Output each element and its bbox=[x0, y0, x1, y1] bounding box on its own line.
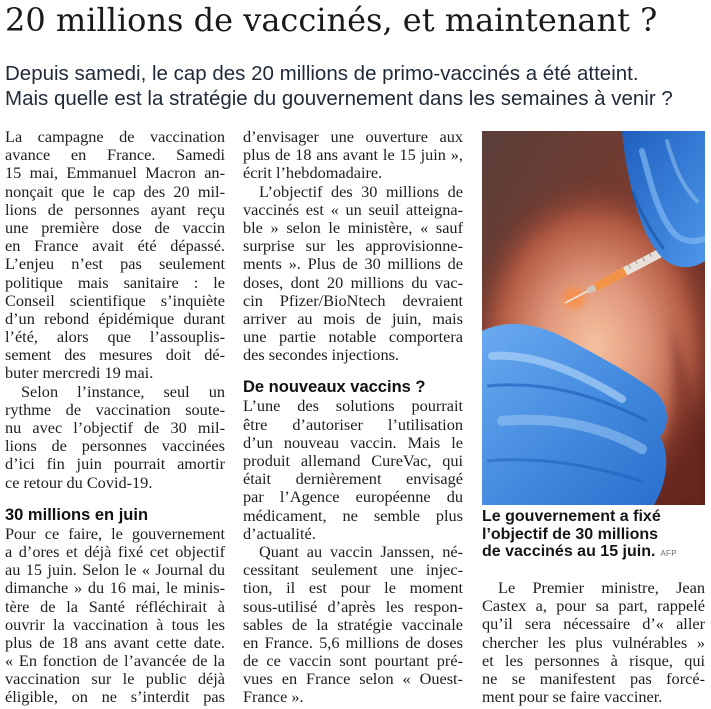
text-line: buter mercredi 19 mai. bbox=[5, 363, 154, 383]
text-line: de ce vaccin sont pourtant pré- bbox=[243, 651, 463, 671]
text-line: une première dose de vaccin bbox=[5, 217, 225, 237]
text-line: ne se manifestent pas forcé- bbox=[482, 668, 705, 688]
text-line: Pour ce faire, le gouvernement bbox=[5, 523, 225, 543]
text-line: plus de 18 ans avant cette date. bbox=[5, 632, 225, 652]
text-line: en France. 5,6 millions de doses bbox=[243, 632, 463, 652]
text-line: lions de personnes vaccinées bbox=[5, 436, 225, 456]
photo-caption bbox=[482, 508, 705, 563]
text-line: La campagne de vaccination bbox=[5, 127, 225, 146]
text-line: ble » selon le ministère, « sauf bbox=[243, 217, 463, 237]
text-line: éligible, on ne s’interdit pas bbox=[5, 687, 225, 707]
text-line: sables de la stratégie vaccinale bbox=[243, 614, 463, 634]
text-line: et les personnes à risque, qui bbox=[482, 650, 705, 670]
text-line: Selon l’instance, seul un bbox=[21, 381, 225, 401]
text-line: L’enjeu n’est pas seulement bbox=[5, 254, 225, 274]
text-line: L’objectif des 30 millions de bbox=[259, 181, 463, 201]
text-line: des secondes injections. bbox=[243, 345, 399, 365]
paragraph bbox=[243, 128, 463, 183]
standfirst-line: Mais quelle est la stratégie du gouvernement dans les semaines à venir ? bbox=[5, 87, 673, 110]
text-line: chercher les plus vulnérables » bbox=[482, 632, 705, 652]
standfirst-line: Depuis samedi, le cap des 20 millions de primo-vaccinés a été atteint. bbox=[5, 62, 639, 85]
text-line: L’une des solutions pourrait bbox=[243, 396, 463, 416]
paragraph bbox=[5, 128, 225, 383]
text-line: ce retour du Covid-19. bbox=[5, 472, 153, 492]
text-line: médicament, ne semble plus bbox=[243, 505, 463, 525]
text-line: vues en France selon « Ouest- bbox=[243, 669, 463, 689]
text-line: nu avec l’objectif de 30 mil- bbox=[5, 418, 225, 437]
text-line: cessitant seulement une injec- bbox=[243, 560, 463, 580]
column-3 bbox=[482, 579, 705, 706]
vaccination-photo bbox=[482, 131, 705, 505]
text-line: l’été, alors que l’assouplis- bbox=[5, 327, 225, 347]
text-line: plus de 18 ans avant le 15 juin », bbox=[243, 145, 463, 165]
text-line: par l’Agence européenne du bbox=[243, 487, 463, 507]
text-line: être d’autoriser l’utilisation bbox=[243, 414, 463, 434]
paragraph bbox=[5, 383, 225, 492]
text-line: Le Premier ministre, Jean bbox=[498, 578, 705, 597]
text-line: a d’ores et déjà fixé cet objectif bbox=[5, 541, 225, 561]
text-line: dimanche » du 16 mai, le minis- bbox=[5, 578, 225, 598]
text-line: d’ici fin juin pourrait amortir bbox=[5, 454, 225, 474]
text-line: France ». bbox=[243, 687, 304, 707]
text-line: écrit l’hebdomadaire. bbox=[243, 163, 383, 183]
text-line: était dernièrement envisagé bbox=[243, 469, 463, 489]
text-line: avance en France. Samedi bbox=[5, 145, 225, 165]
column-1 bbox=[5, 128, 225, 707]
paragraph bbox=[243, 543, 463, 707]
text-line: qu’il sera nécessaire d’« aller bbox=[482, 614, 705, 634]
text-line: Conseil scientifique s’inquiète bbox=[5, 290, 225, 310]
section-heading: 30 millions en juin bbox=[5, 505, 149, 524]
caption-line bbox=[482, 543, 705, 563]
caption-line: l’objectif de 30 millions bbox=[482, 525, 659, 543]
section-heading: De nouveaux vaccins ? bbox=[243, 378, 426, 397]
text-line: vaccinés est « un seuil atteigna- bbox=[243, 199, 463, 219]
text-line: arriver au mois de juin, mais bbox=[243, 308, 463, 328]
text-line: tion, il est pour le moment bbox=[243, 578, 463, 598]
paragraph bbox=[243, 397, 463, 543]
text-line: ouvrir la vaccination à tous les bbox=[5, 614, 225, 634]
text-line: produit allemand CureVac, qui bbox=[243, 451, 463, 470]
text-line: politique mais sanitaire : le bbox=[5, 272, 225, 292]
text-line: une partie notable comportera bbox=[243, 327, 463, 347]
text-line: sous-utilisé d’après les respon- bbox=[243, 596, 463, 616]
text-line: d’envisager une ouverture aux bbox=[243, 127, 463, 146]
paragraph bbox=[243, 183, 463, 365]
caption-line-text: de vaccinés au 15 juin. bbox=[482, 543, 656, 560]
text-line: sement des mesures doit dé- bbox=[5, 345, 225, 365]
text-line: au 15 juin. Selon le « Journal du bbox=[5, 560, 225, 580]
text-line: vaccination sur le public déjà bbox=[5, 669, 225, 689]
text-line: d’un rebond épidémique durant bbox=[5, 308, 225, 328]
paragraph bbox=[482, 579, 705, 706]
paragraph bbox=[5, 525, 225, 707]
text-line: d’actualité. bbox=[243, 523, 316, 543]
text-line: tère de la Santé réfléchirait à bbox=[5, 596, 225, 616]
text-line: ments ». Plus de 30 millions de bbox=[243, 254, 463, 274]
text-line: doses, dont 20 millions du vac- bbox=[243, 272, 463, 292]
caption-line: Le gouvernement a fixé bbox=[482, 508, 661, 525]
column-2 bbox=[243, 128, 463, 707]
text-line: en France avait été dépassé. bbox=[5, 236, 225, 256]
text-line: cin Pfizer/BioNtech devraient bbox=[243, 290, 463, 310]
text-line: lions de personnes ayant reçu bbox=[5, 199, 225, 219]
text-line: rythme de vaccination soute- bbox=[5, 399, 225, 419]
photo-credit: AFP bbox=[660, 549, 677, 558]
text-line: 15 mai, Emmanuel Macron an- bbox=[5, 163, 225, 183]
text-line: ment pour se faire vacciner. bbox=[482, 687, 663, 707]
text-line: « En fonction de l’avancée de la bbox=[5, 651, 225, 671]
text-line: Castex a, pour sa part, rappelé bbox=[482, 596, 705, 616]
text-line: surprise sur les approvisionne- bbox=[243, 236, 463, 256]
article-headline: 20 millions de vaccinés, et maintenant ? bbox=[5, 1, 658, 39]
text-line: Quant au vaccin Janssen, né- bbox=[259, 541, 463, 561]
text-line: nonçait que le cap des 20 mil- bbox=[5, 181, 225, 201]
standfirst bbox=[5, 61, 673, 111]
text-line: d’un nouveau vaccin. Mais le bbox=[243, 432, 463, 452]
